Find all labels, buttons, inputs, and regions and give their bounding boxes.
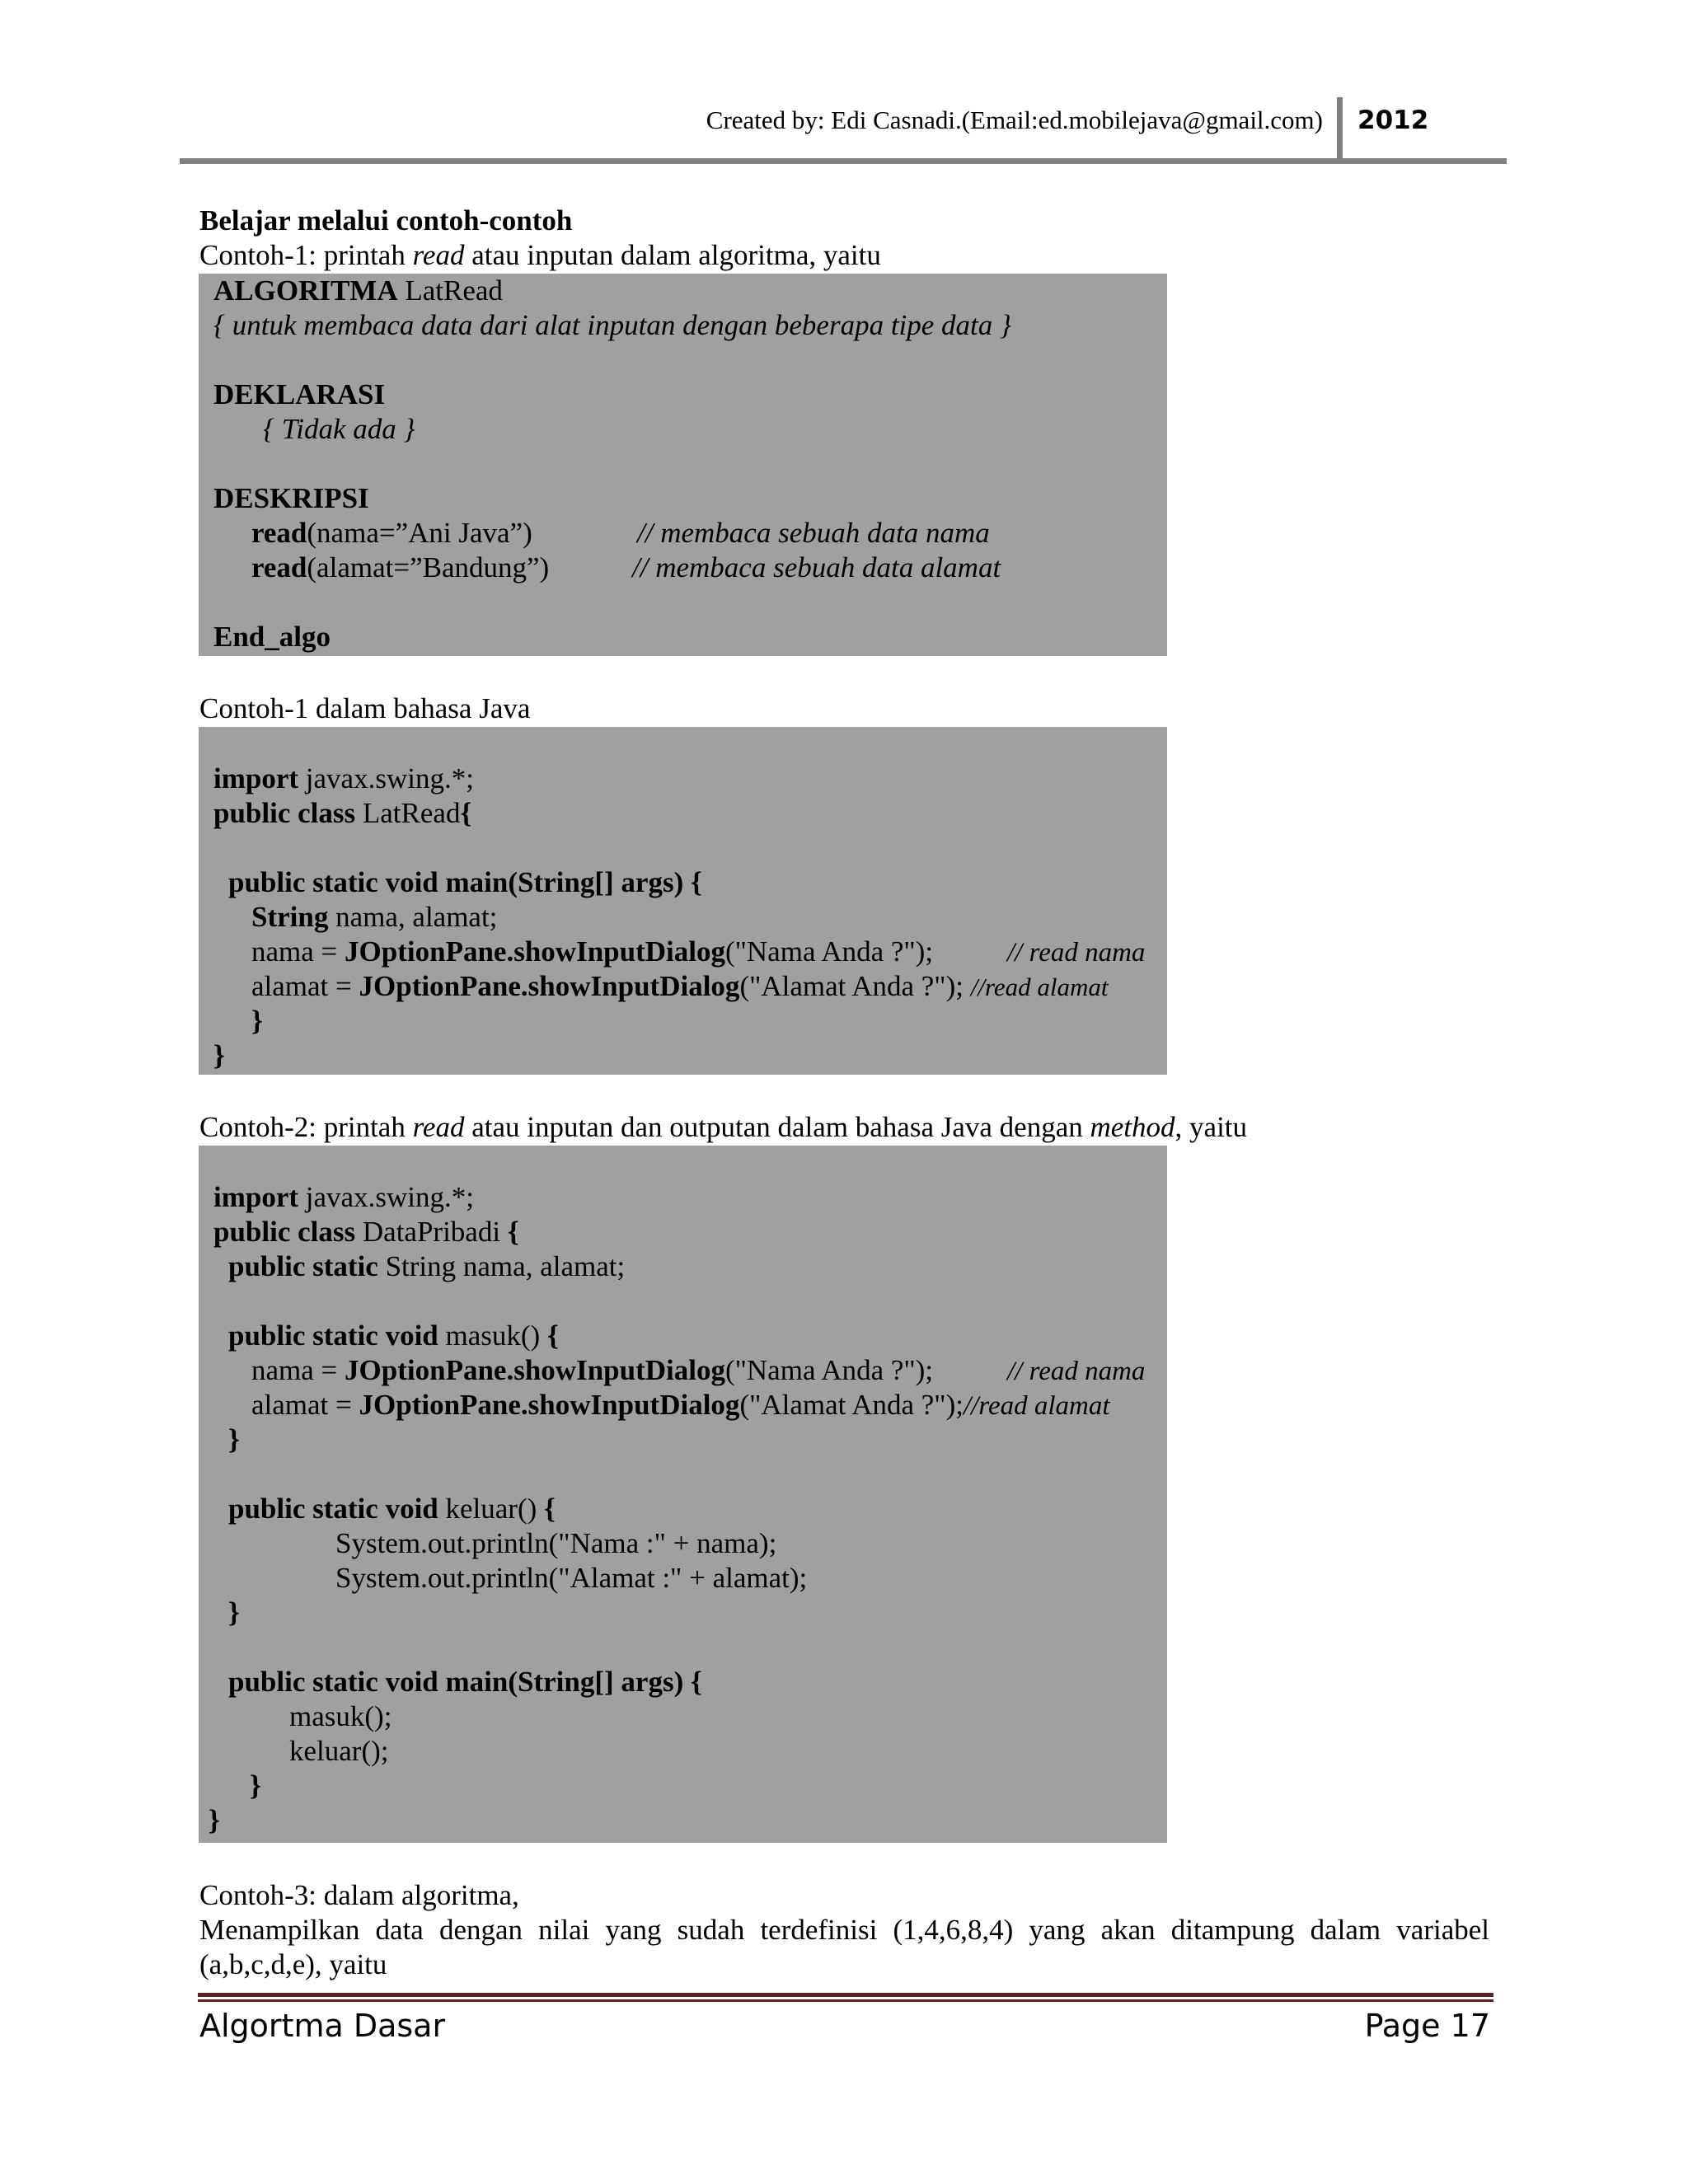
java1-import: import javax.swing.*; bbox=[213, 762, 474, 794]
java2-close-class: } bbox=[209, 1804, 220, 1836]
java2-print-nama: System.out.println("Nama :" + nama); bbox=[335, 1527, 777, 1559]
algo-end: End_algo bbox=[213, 621, 331, 653]
header-author: Created by: Edi Casnadi.(Email:ed.mobilejava@gmail.com) bbox=[706, 105, 1323, 134]
java2-masuk-decl: public static void masuk() { bbox=[228, 1319, 559, 1352]
java1-read-alamat: alamat = JOptionPane.showInputDialog("Alamat Anda ?"); //read alamat bbox=[251, 970, 1109, 1002]
algo-comment: { untuk membaca data dari alat inputan dengan beberapa tipe data } bbox=[213, 309, 1012, 341]
section-heading: Belajar melalui contoh-contoh bbox=[199, 204, 573, 237]
algo-read-nama-comment: // membaca sebuah data nama bbox=[637, 517, 990, 549]
java2-read-nama: nama = JOptionPane.showInputDialog("Nama Anda ?"); bbox=[251, 1354, 934, 1386]
algo-read-alamat-comment: // membaca sebuah data alamat bbox=[632, 551, 1001, 583]
java2-main-decl: public static void main(String[] args) { bbox=[228, 1666, 702, 1698]
algo-title-line: ALGORITMA LatRead bbox=[213, 274, 503, 307]
java2-import: import javax.swing.*; bbox=[213, 1181, 474, 1213]
java1-read-nama: nama = JOptionPane.showInputDialog("Nama Anda ?"); bbox=[251, 935, 934, 968]
java1-main-decl: public static void main(String[] args) { bbox=[228, 866, 702, 898]
java2-code-box bbox=[199, 1146, 1167, 1843]
example2-intro: Contoh-2: printah read atau inputan dan outputan dalam bahasa Java dengan method, yaitu bbox=[199, 1111, 1248, 1143]
java2-close-main: } bbox=[250, 1769, 261, 1802]
algo-declaration-label: DEKLARASI bbox=[213, 378, 386, 410]
algo-declaration-content: { Tidak ada } bbox=[263, 413, 415, 445]
java2-read-nama-comment: // read nama bbox=[1007, 1357, 1146, 1386]
footer-rule-top bbox=[198, 1993, 1493, 1997]
java1-close-class: } bbox=[213, 1039, 225, 1071]
java1-vars: String nama, alamat; bbox=[251, 901, 498, 933]
algo-read-alamat: read(alamat=”Bandung”) bbox=[251, 551, 550, 583]
java2-class-decl: public class DataPribadi { bbox=[213, 1216, 519, 1248]
java2-call-keluar: keluar(); bbox=[289, 1735, 389, 1767]
header-rule bbox=[180, 158, 1507, 164]
java1-code-box bbox=[199, 727, 1167, 1075]
page-number: Page 17 bbox=[1364, 2008, 1490, 2044]
algorithm-box bbox=[199, 274, 1167, 656]
example3-intro: Contoh-3: dalam algoritma, bbox=[199, 1879, 519, 1911]
java2-keluar-decl: public static void keluar() { bbox=[228, 1493, 556, 1525]
java2-fields: public static String nama, alamat; bbox=[228, 1250, 626, 1282]
java1-intro: Contoh-1 dalam bahasa Java bbox=[199, 692, 531, 724]
java2-close-keluar: } bbox=[228, 1596, 240, 1629]
footer-rule-bottom bbox=[198, 1999, 1493, 2002]
java2-close-masuk: } bbox=[228, 1423, 240, 1455]
header-divider bbox=[1337, 97, 1343, 163]
example1-intro: Contoh-1: printah read atau inputan dalam algoritma, yaitu bbox=[199, 239, 881, 271]
footer-title: Algortma Dasar bbox=[199, 2008, 446, 2044]
java2-read-alamat: alamat = JOptionPane.showInputDialog("Alamat Anda ?");//read alamat bbox=[251, 1389, 1110, 1421]
algo-description-label: DESKRIPSI bbox=[213, 482, 369, 514]
java1-close-main: } bbox=[251, 1005, 263, 1037]
java1-class-decl: public class LatRead{ bbox=[213, 797, 472, 829]
example3-paragraph: Menampilkan data dengan nilai yang sudah terdefinisi (1,4,6,8,4) yang akan ditampung dalam variabel (a,b,c,d,e), yaitu bbox=[199, 1914, 1489, 1980]
header-year: 2012 bbox=[1357, 105, 1429, 135]
java1-read-nama-comment: // read nama bbox=[1007, 938, 1146, 968]
java2-call-masuk: masuk(); bbox=[289, 1700, 392, 1732]
java2-print-alamat: System.out.println("Alamat :" + alamat); bbox=[335, 1562, 808, 1594]
algo-read-nama: read(nama=”Ani Java”) bbox=[251, 517, 532, 549]
